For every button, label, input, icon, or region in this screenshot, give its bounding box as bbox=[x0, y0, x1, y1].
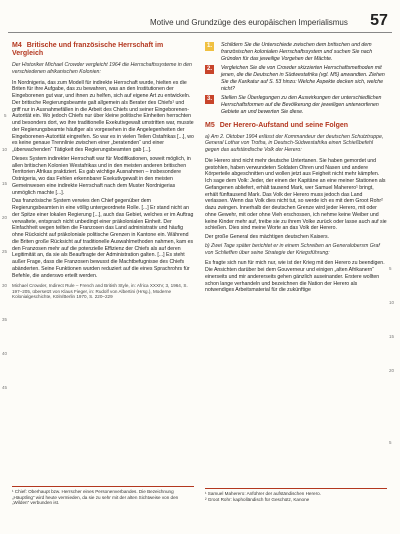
m4-intro: Der Historiker Michael Crowder vergleicht 1964 die Herrschaftssysteme in den verschiedenen afrikanischen Kolonien: bbox=[12, 62, 192, 75]
task-text: Stellen Sie Überlegungen zu den Auswirkungen der unterschiedlichen Herrschaftsformen auf die Bevölkerung der jeweiligen unterworfenen Gebiete an und bewerten Sie diese. bbox=[221, 95, 382, 115]
m5-title: Der Herero-Aufstand und seine Folgen bbox=[219, 121, 349, 129]
m4-paragraph: Dieses System indirekter Herrschaft war für Modifikationen, soweit möglich, in allen britischen Kolonien Westafrikas und in den meisten anderen britischen Territorien Afrikas praktiziert. Es gab wichtige Ausnahmen – insbesondere Ostnigeria, wo das Fehlen erkennbarer Exekutivgewalt in den meisten Gemeinwesen eine indirekte Herrschaft nach dem Muster Nordnigerias unmöglich machte [...]. bbox=[12, 155, 191, 196]
task-number-badge: 3. bbox=[206, 96, 212, 103]
m5-heading bbox=[205, 122, 387, 130]
page-header bbox=[0, 0, 400, 38]
line-number: 5 bbox=[389, 440, 392, 445]
task-number-badge: 2. bbox=[206, 66, 212, 73]
page-number: 57 bbox=[370, 12, 388, 29]
m5-proclamation: Die Herero sind nicht mehr deutsche Untertanen. Sie haben gemordet und gestohlen, haben verwundeten Soldaten Ohren und Nasen und andere Körperteile abgeschnitten und wollen jetzt aus Feigheit nicht mehr kämpfen. Ich sage dem Volk: Jeder, der einen der Kapitäne an eine meiner Stationen als Gefangenen abliefert, erhält tausend Mark, wer Samuel Maherero¹ bringt, erhält fünftausend Mark. Das Volk der Herero muss jedoch das Land verlassen. Wenn das Volk dies nicht tut, so werde ich es mit dem Groot Rohr² dazu zwingen. Innerhalb der deutschen Grenze wird jeder Herero, mit oder ohne Gewehr, mit oder ohne Vieh erschossen, ich nehme keine Weiber und keine Kinder mehr auf, treibe sie zu ihrem Volke zurück oder lasse auch auf sie schießen. Dies sind meine Worte an das Volk der Herero. bbox=[205, 157, 387, 232]
footnote-groot-rohr: ² Groot Rohr: kapholländisch für Geschütz, Kanone bbox=[205, 496, 310, 502]
line-number: 30 bbox=[2, 283, 8, 288]
line-number: 5 bbox=[4, 113, 7, 118]
left-column bbox=[12, 42, 194, 302]
line-number: 35 bbox=[2, 317, 8, 322]
line-number: 40 bbox=[2, 351, 8, 356]
task-item bbox=[205, 95, 387, 115]
footnote-chief: ¹ Chief: Oberhaupt bzw. Herrscher eines Personenverbandes. Die Bezeichnung „Häuptling“ wird heute vermieden, da sie zu sehr mit der alten Sichtweise von den „Wilden“ verbunden ist. bbox=[12, 489, 179, 506]
line-number: 20 bbox=[2, 215, 8, 220]
m4-number: M4 bbox=[12, 42, 22, 49]
line-number: 15 bbox=[389, 334, 395, 339]
line-number: 10 bbox=[389, 300, 395, 305]
line-number: 25 bbox=[2, 249, 8, 254]
m5-intro-a: a) Am 2. Oktober 1904 erlässt der Kommandeur der deutschen Schutztruppe, General Lothar von Trotha, in Deutsch-Südwestafrika einen Schießbefehl gegen das aufständische Volk der Herero: bbox=[205, 133, 384, 153]
line-number: 45 bbox=[2, 385, 8, 390]
m5-report: Es fragte sich nun für mich nur, wie ist der Krieg mit den Herero zu beendigen. Die Ansichten darüber bei dem Gouverneur und einigen „alten Afrikanern“ einerseits und mir andererseits gehen gänzlich auseinander. Erstere wollten schon lange verhandeln und bezeichnen die Nation der Herero als notwendiges Arbeitsmaterial für die zukünftige bbox=[205, 260, 385, 294]
m5-intro-b: b) Zwei Tage später berichtet er in einem Schreiben an Generalobersт Graf von Schlieffen über seine Strategie der Kriegsführung: bbox=[205, 242, 380, 256]
footnote-maherero: ¹ Samuel Maherero: Anführer der aufständischen Herero. bbox=[205, 491, 321, 496]
line-number: 20 bbox=[389, 368, 395, 373]
running-title: Motive und Grundzüge des europäischen Imperialismus bbox=[150, 18, 348, 27]
header-rule bbox=[8, 32, 392, 33]
right-column bbox=[205, 42, 387, 296]
m4-paragraph: In Nordnigeria, das zum Modell für indirekte Herrschaft wurde, hielten es die Briten für ihre Aufgabe, das zu bewahren, was an den Institutionen der Eingeborenen gut war, und ihnen zu helfen, sich auf eigene Art zu entwickeln. Der britische Regierungsbeamte galt allgemein als Berater des Chiefs¹ und griff nur in Ausnahmefällen in die Arbeit des Chiefs und seiner Eingeborenen-Autorität ein. Wo jedoch Chiefs nur über kleine politische Einheiten herrschten und besonders dort, wo ihre traditionelle Exekutivgewalt umstritten war, musste der Regierungsbeamte häufiger als vorgesehen in die Angelegenheiten der Eingeborenen-Autorität eingreifen. So war es in vielen Teilen Ostafrikas [...], wo es keine genaue Trennlinie zwischen einer „beratenden“ und einer „überwachenden“ Tätigkeit des Regierungsbeamten gab [...]. bbox=[12, 79, 194, 153]
line-number: 5 bbox=[389, 266, 392, 271]
m5-footnotes bbox=[205, 488, 387, 502]
task-list bbox=[205, 42, 387, 116]
line-number: 10 bbox=[2, 147, 8, 152]
m5-number: M5 bbox=[205, 121, 215, 129]
task-number-badge: 1. bbox=[206, 43, 212, 49]
line-number: 15 bbox=[2, 181, 8, 186]
task-text: Schildern Sie die Unterschiede zwischen dem britischen und dem französischen kolonialen Herrschaftssystem und suchen Sie nach Gründen für das jeweilige Vorgehen der Mächte. bbox=[221, 42, 373, 62]
task-item bbox=[205, 65, 387, 92]
m5-signature: Der große General des mächtigen deutschen Kaisers. bbox=[205, 234, 329, 240]
m4-source: Michael Crowder, Indirect Rule – French and British Style, in: Africa XXXIV, 3, 1964, S. 197–205, übersetzt von Klaus Fieger, in: Rudolf von Albertini (Hrsg.), Moderne Kolonialgeschichte, Köln/Berlin 1970, S. 220–229 bbox=[12, 283, 188, 300]
m4-footnote bbox=[12, 486, 194, 506]
task-item bbox=[205, 42, 387, 62]
m4-title: Britische und französische Herrschaft im Vergleich bbox=[12, 42, 164, 57]
task-text: Vergleichen Sie die von Crowder skizzierten Herrschaftsmethoden mit jenen, die die Deutschen in Südwestafrika (vgl. M5) anwandten. Ziehen Sie die Karikatur auf S. 53 hinzu: Welche Aspekte decken sich, welche nicht? bbox=[221, 65, 385, 92]
m4-paragraph: Das französische System verwies den Chief gegenüber dem Regierungsbeamten in eine völlig untergeordnete Rolle. [...] Er stand nicht an der Spitze einer lokalen Regierung [...], auch das Gebiet, welches er im Auftrag verwaltete, entsprach nicht unbedingt einer präkolonialen Einheit. Der Einfachheit wegen teilten die Franzosen das Land administrativ und häufig ohne Rücksicht auf präkoloniale politische Grenzen in Kantone ein. Während die Briten große Rücksicht auf traditionelle Auswahlmethoden nahmen, kam es den Franzosen mehr auf die potenzielle Effizienz der Chiefs als auf deren Legitimität an, da sie als Beauftragte der Administration galten. [...] Es steht außer Frage, dass die Franzosen bewusst die Machtbefugnisse des Chiefs abänderten. Seine Funktionen wurden reduziert auf die eines Sprachrohrs für Befehle, die anderswo erteilt werden. bbox=[12, 198, 194, 279]
m4-heading bbox=[12, 42, 194, 58]
